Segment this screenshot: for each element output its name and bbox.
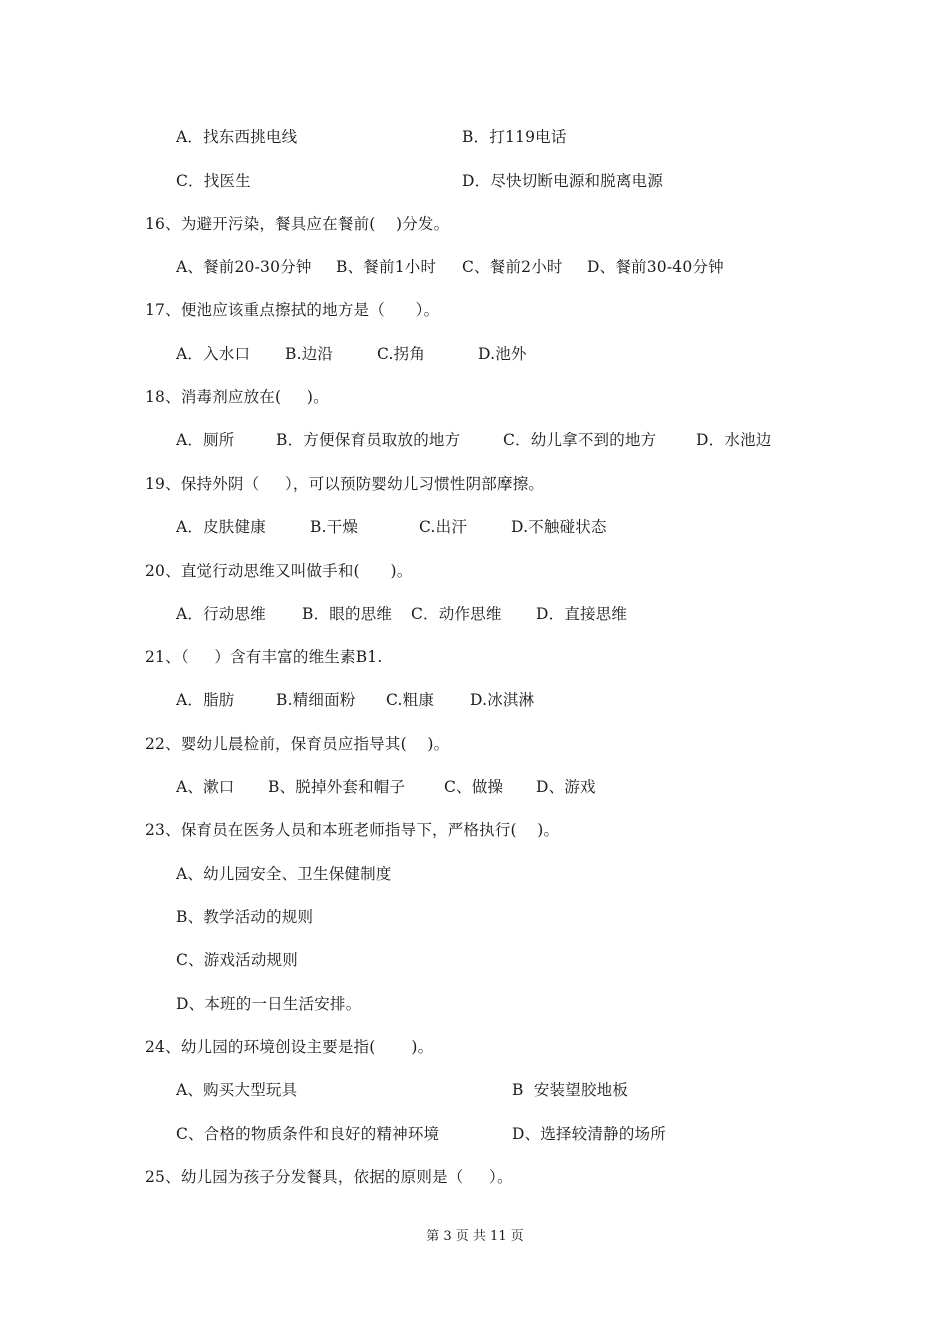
q23-option-a: A、幼儿园安全、卫生保健制度: [176, 865, 392, 883]
q17-stem: 17、便池应该重点擦拭的地方是（ ）。: [145, 301, 440, 319]
q15-option-c: C．找医生: [176, 172, 251, 190]
q22-option-c: C、做操: [444, 778, 504, 796]
q19-option-c: C.出汗: [419, 518, 468, 536]
q22-option-b: B、脱掉外套和帽子: [268, 778, 406, 796]
q19-stem: 19、保持外阴（ ），可以预防婴幼儿习惯性阴部摩擦。: [145, 475, 545, 493]
q21-option-d: D.冰淇淋: [470, 691, 535, 709]
q15-option-d: D．尽快切断电源和脱离电源: [462, 172, 664, 190]
q20-option-d: D．直接思维: [536, 605, 628, 623]
q22-option-a: A、漱口: [176, 778, 235, 796]
q16-option-b: B、餐前1小时: [336, 258, 437, 276]
q24-stem: 24、幼儿园的环境创设主要是指( )。: [145, 1038, 434, 1056]
q24-option-c: C、合格的物质条件和良好的精神环境: [176, 1125, 440, 1143]
q20-option-c: C．动作思维: [411, 605, 502, 623]
q22-stem: 22、婴幼儿晨检前，保育员应指导其( )。: [145, 735, 450, 753]
q23-option-c: C、游戏活动规则: [176, 951, 298, 969]
q19-option-b: B.干燥: [310, 518, 359, 536]
q21-stem: 21、（ ）含有丰富的维生素B1.: [145, 648, 383, 666]
q23-option-b: B、教学活动的规则: [176, 908, 314, 926]
q18-option-b: B．方便保育员取放的地方: [276, 431, 461, 449]
q16-option-d: D、餐前30-40分钟: [587, 258, 724, 276]
q20-option-a: A．行动思维: [176, 605, 266, 623]
q24-option-b: B 安装望胶地板: [512, 1081, 629, 1099]
q17-option-b: B.边沿: [285, 345, 334, 363]
q17-option-d: D.池外: [478, 345, 527, 363]
q21-option-c: C.粗康: [386, 691, 435, 709]
q18-option-a: A．厕所: [176, 431, 235, 449]
q20-option-b: B．眼的思维: [302, 605, 393, 623]
q19-option-a: A．皮肤健康: [176, 518, 266, 536]
q24-option-d: D、选择较清静的场所: [512, 1125, 666, 1143]
q17-option-a: A．入水口: [176, 345, 251, 363]
q23-stem: 23、保育员在医务人员和本班老师指导下，严格执行( )。: [145, 821, 560, 839]
q16-option-c: C、餐前2小时: [462, 258, 563, 276]
q22-option-d: D、游戏: [536, 778, 596, 796]
q18-stem: 18、消毒剂应放在( )。: [145, 388, 329, 406]
page-number-footer: 第 3 页 共 11 页: [426, 1229, 524, 1244]
q21-option-b: B.精细面粉: [276, 691, 356, 709]
q24-option-a: A、购买大型玩具: [176, 1081, 298, 1099]
q23-option-d: D、本班的一日生活安排。: [176, 995, 362, 1013]
q18-option-d: D．水池边: [696, 431, 772, 449]
q17-option-c: C.拐角: [377, 345, 426, 363]
q20-stem: 20、直觉行动思维又叫做手和( )。: [145, 562, 413, 580]
q21-option-a: A．脂肪: [176, 691, 235, 709]
q19-option-d: D.不触碰状态: [511, 518, 607, 536]
q18-option-c: C．幼儿拿不到的地方: [503, 431, 657, 449]
q25-stem: 25、幼儿园为孩子分发餐具，依据的原则是（ ）。: [145, 1168, 513, 1186]
q16-stem: 16、为避开污染，餐具应在餐前( )分发。: [145, 215, 450, 233]
q15-option-b: B．打119电话: [462, 128, 567, 146]
q15-option-a: A．找东西挑电线: [176, 128, 298, 146]
q16-option-a: A、餐前20-30分钟: [176, 258, 312, 276]
